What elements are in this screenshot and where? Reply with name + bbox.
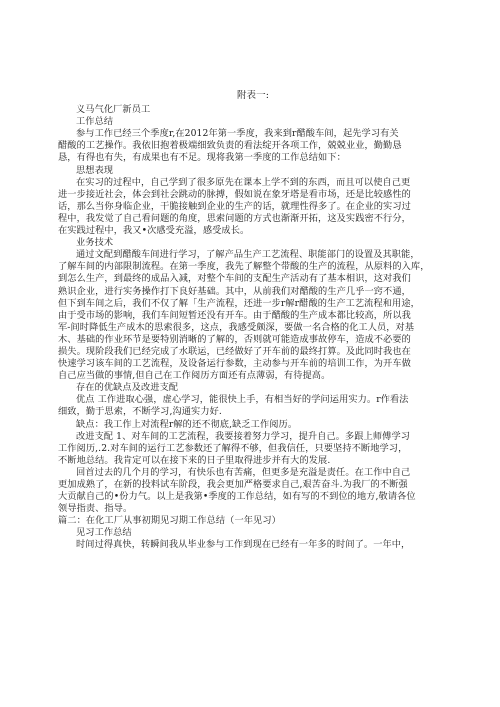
document-line: 工作总结 (76, 116, 114, 128)
attachment-title: 附表一: (236, 90, 270, 101)
document-line: 程中，我发觉了自己看问题的角度，思索问题的方式也渐渐开拓，这及实践密不行分， (58, 212, 411, 224)
document-line: 醋酸的工艺操作。我依旧抱着极端细致负责的看法绽开各项工作，兢兢业业，勤勤恳 (58, 140, 402, 152)
document-line: 了解车间的内部限制流程。在第一季度，我先了解整个带酸的生产的流程，从原料的入库， (58, 261, 430, 273)
document-line: 篇二：在化工厂从事初期见习期工作总结（一年见习） (58, 515, 281, 527)
document-line: 优点 工作进取心强，虚心学习，能很快上手，有相当好的学问运用实力。r作看法 (76, 394, 409, 406)
document-line: 时间过得真快，转瞬间我从毕业参与工作到现在已经有一年多的时间了。一年中， (76, 539, 411, 551)
document-line: 工作阅历,.2.对车间的运行工艺参数还了解得不够，但我信任，只要坚持不断地学习， (58, 442, 408, 454)
document-line: 进一步接近社会，体会到社会跳动的脉搏，假如说在象牙塔是看市场，还是比较感性的 (58, 188, 411, 200)
document-line: 思想表现 (76, 164, 114, 176)
document-line: 话，那么当你身临企业，干脆接触到企业的生产的话，就理性得多了。在企业的实习过 (58, 200, 411, 212)
document-line: 快速学习该车间的工艺流程，及设备运行参数，主动参与开车前的培训工作，为开车做 (58, 358, 411, 370)
document-body (58, 104, 448, 551)
document-line: 回首过去的几个月的学习，有快乐也有苦痛，但更多是充溢是责任。在工作中自己 (76, 466, 411, 478)
document-line: 到怎么生产，到最终的成品入减，对整个车间的支配生产活动有了基本相识，这对我们 (58, 273, 411, 285)
document-line: 由于受市场的影响，我们车间短暂还没有开车。由于醋酸的生产成本都比较高，所以我 (58, 309, 411, 321)
document-line: 不断地总结。我肯定可以在接下来的日子里取得进步并有大的发展. (58, 454, 331, 466)
document-line: 损失。现阶段我们已经完成了水联运，已经做好了开车前的最终打算。及此同时我也在 (58, 345, 411, 357)
document-line: 在实习的过程中，自己学到了很多原先在课本上学不到的东西，而且可以使自己更 (76, 176, 411, 188)
document-line: 木、基础的作业环节是要特别消晰的了解的，否则就可能造成事故停车，造成不必要的 (58, 333, 411, 345)
document-line: 自己应当做的事情,但自己在工作阅历方面还有点薄弱，有待提高。 (58, 370, 331, 382)
document-line: 见习工作总结 (76, 527, 132, 539)
document-line: 大贡献自己的•份力气。以上是我第•季度的工作总结，如有写的不到位的地方,敬请各位 (58, 491, 416, 503)
document-line: 恳，有得也有失，有成果也有不足。现将我第一季度的工作总结如下： (58, 152, 346, 164)
document-line: 缺点：我工作上对流程r解的还不彻底,缺乏工作阅历。 (76, 418, 298, 430)
document-line: 业务技术 (76, 237, 114, 249)
document-line: 参与工作已经三个季度r,在2012年第一季度，我来到r醋酸车间，起先学习有关 (76, 128, 399, 140)
document-line: 熟识企业，进行实务操作打下良好基础。其中，从前我们对醋酸的生产几乎一窍不通， (58, 285, 411, 297)
document-line: 但下到车间之后，我们不仅了解「生产流程，还进一步r解r醋酸的生产工艺流程和用途， (58, 297, 420, 309)
document-line: 更加成熟了，在新的投料试车阶段，我会更加严格要求自己,艰苦奋斗.为我厂的不断强 (58, 479, 408, 490)
document-line: 领导指责、指导。 (58, 503, 133, 515)
document-line: 改进支配 1、对车间的工艺流程，我要接着努力学习，提升自己。多跟上师傅学习 (76, 430, 411, 442)
document-line: 细致，勤于思索，不断学习,沟通实力好. (58, 406, 222, 418)
document-line: 在实践过程中，我又•次感受充溢，感受成长。 (58, 225, 250, 237)
document-line: 通过文配到醋酸车间进行学习，了解产品生产工艺流程、职能部门的设置及其职能， (76, 249, 420, 261)
document-line: 存在的优缺点及改进支配 (76, 382, 179, 394)
document-line: 军-间时降低生产成木的思索很多，这点，我感受颇深，要做一名合格的化工人员，对基 (58, 321, 415, 333)
document-line: 义马气化厂新员工 (76, 104, 151, 116)
